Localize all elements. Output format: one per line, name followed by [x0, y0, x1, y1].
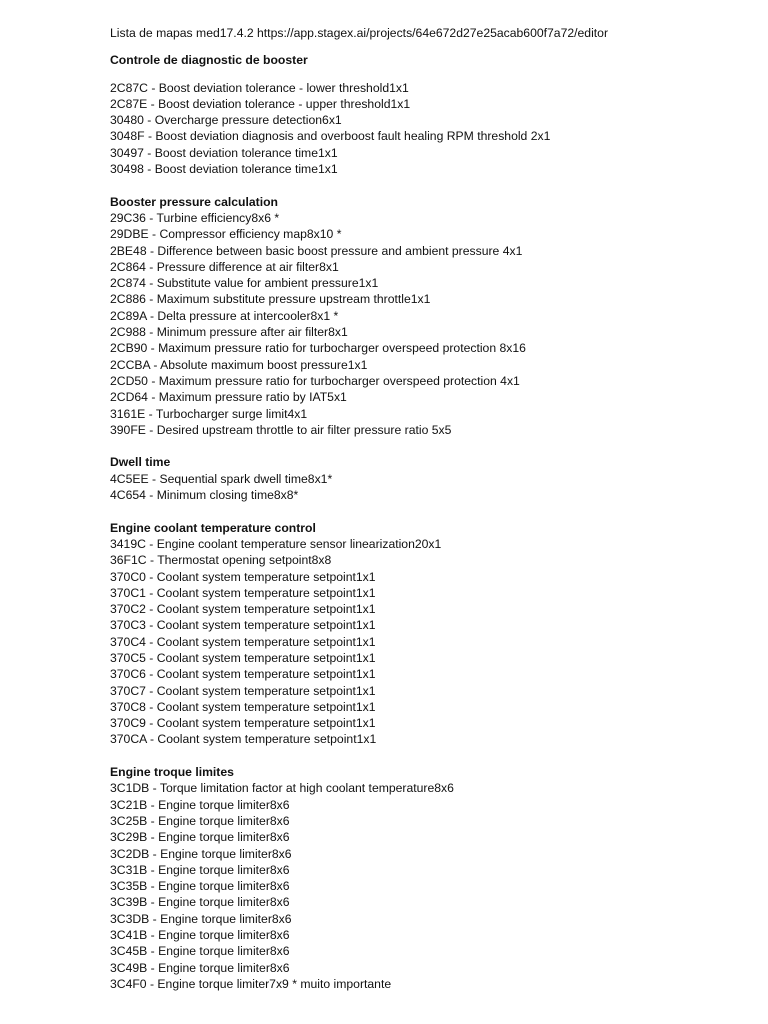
list-item: 3C35B - Engine torque limiter8x6 — [110, 879, 290, 894]
section — [110, 764, 760, 992]
list-item: 30497 - Boost deviation tolerance time1x1 — [110, 145, 338, 160]
list-item: 2CCBA - Absolute maximum boost pressure1x1 — [110, 357, 368, 372]
list-item: 370C0 - Coolant system temperature setpoint1x1 — [110, 569, 376, 584]
map-list — [110, 471, 760, 504]
section — [110, 520, 760, 748]
list-item: 30498 - Boost deviation tolerance time1x1 — [110, 162, 338, 177]
list-item: 4C654 - Minimum closing time8x8* — [110, 488, 299, 503]
list-item: 370C8 - Coolant system temperature setpoint1x1 — [110, 699, 376, 714]
list-item: 370C3 - Coolant system temperature setpoint1x1 — [110, 618, 376, 633]
list-item: 3C31B - Engine torque limiter8x6 — [110, 862, 290, 877]
list-item: 3C29B - Engine torque limiter8x6 — [110, 830, 290, 845]
list-item: 2C87C - Boost deviation tolerance - lower threshold1x1 — [110, 80, 409, 95]
list-item: 3419C - Engine coolant temperature sensor linearization20x1 — [110, 536, 442, 551]
list-item: 2CD50 - Maximum pressure ratio for turbocharger overspeed protection 4x1 — [110, 373, 520, 388]
list-item: 3C4F0 - Engine torque limiter7x9 * muito importante — [110, 976, 392, 991]
section-heading: Controle de diagnostic de booster — [110, 53, 308, 68]
list-item: 2C874 - Substitute value for ambient pressure1x1 — [110, 276, 379, 291]
list-item: 370C6 - Coolant system temperature setpoint1x1 — [110, 667, 376, 682]
section-heading: Engine troque limites — [110, 765, 234, 780]
map-list — [110, 80, 760, 178]
list-item: 370CA - Coolant system temperature setpoint1x1 — [110, 732, 377, 747]
list-item: 3C39B - Engine torque limiter8x6 — [110, 895, 290, 910]
map-list — [110, 780, 760, 992]
list-item: 370C4 - Coolant system temperature setpoint1x1 — [110, 634, 376, 649]
section-heading: Engine coolant temperature control — [110, 520, 316, 535]
list-item: 3C25B - Engine torque limiter8x6 — [110, 813, 290, 828]
list-item: 370C2 - Coolant system temperature setpoint1x1 — [110, 602, 376, 617]
map-list — [110, 210, 760, 438]
list-item: 3C2DB - Engine torque limiter8x6 — [110, 846, 292, 861]
list-item: 390FE - Desired upstream throttle to air filter pressure ratio 5x5 — [110, 422, 452, 437]
list-item: 4C5EE - Sequential spark dwell time8x1* — [110, 471, 333, 486]
section — [110, 194, 760, 438]
section — [110, 454, 760, 503]
list-item: 3C3DB - Engine torque limiter8x6 — [110, 911, 292, 926]
list-item: 3C49B - Engine torque limiter8x6 — [110, 960, 290, 975]
list-item: 2BE48 - Difference between basic boost pressure and ambient pressure 4x1 — [110, 243, 523, 258]
document-title: Lista de mapas med17.4.2 https://app.stagex.ai/projects/64e672d27e25acab600f7a72/editor — [110, 26, 609, 40]
section — [110, 52, 760, 177]
list-item: 30480 - Overcharge pressure detection6x1 — [110, 113, 342, 128]
section-heading: Dwell time — [110, 455, 171, 470]
section-heading: Booster pressure calculation — [110, 194, 278, 209]
list-item: 370C5 - Coolant system temperature setpoint1x1 — [110, 650, 376, 665]
list-item: 2CB90 - Maximum pressure ratio for turbocharger overspeed protection 8x16 — [110, 341, 526, 356]
list-item: 2C988 - Minimum pressure after air filter8x1 — [110, 325, 348, 340]
list-item: 3C21B - Engine torque limiter8x6 — [110, 797, 290, 812]
list-item: 3161E - Turbocharger surge limit4x1 — [110, 406, 308, 421]
list-item: 2CD64 - Maximum pressure ratio by IAT5x1 — [110, 390, 347, 405]
list-item: 3048F - Boost deviation diagnosis and overboost fault healing RPM threshold 2x1 — [110, 129, 551, 144]
map-list — [110, 536, 760, 748]
list-item: 2C89A - Delta pressure at intercooler8x1 * — [110, 308, 339, 323]
document-page — [110, 25, 760, 1009]
list-item: 2C864 - Pressure difference at air filter8x1 — [110, 259, 339, 274]
list-item: 36F1C - Thermostat opening setpoint8x8 — [110, 553, 332, 568]
list-item: 2C886 - Maximum substitute pressure upstream throttle1x1 — [110, 292, 431, 307]
list-item: 370C9 - Coolant system temperature setpoint1x1 — [110, 716, 376, 731]
list-item: 29DBE - Compressor efficiency map8x10 * — [110, 227, 342, 242]
list-item: 2C87E - Boost deviation tolerance - upper threshold1x1 — [110, 96, 411, 111]
sections-container — [110, 52, 760, 992]
list-item: 3C45B - Engine torque limiter8x6 — [110, 944, 290, 959]
list-item: 370C1 - Coolant system temperature setpoint1x1 — [110, 585, 376, 600]
list-item: 3C1DB - Torque limitation factor at high coolant temperature8x6 — [110, 781, 454, 796]
list-item: 29C36 - Turbine efficiency8x6 * — [110, 210, 280, 225]
list-item: 370C7 - Coolant system temperature setpoint1x1 — [110, 683, 376, 698]
list-item: 3C41B - Engine torque limiter8x6 — [110, 928, 290, 943]
